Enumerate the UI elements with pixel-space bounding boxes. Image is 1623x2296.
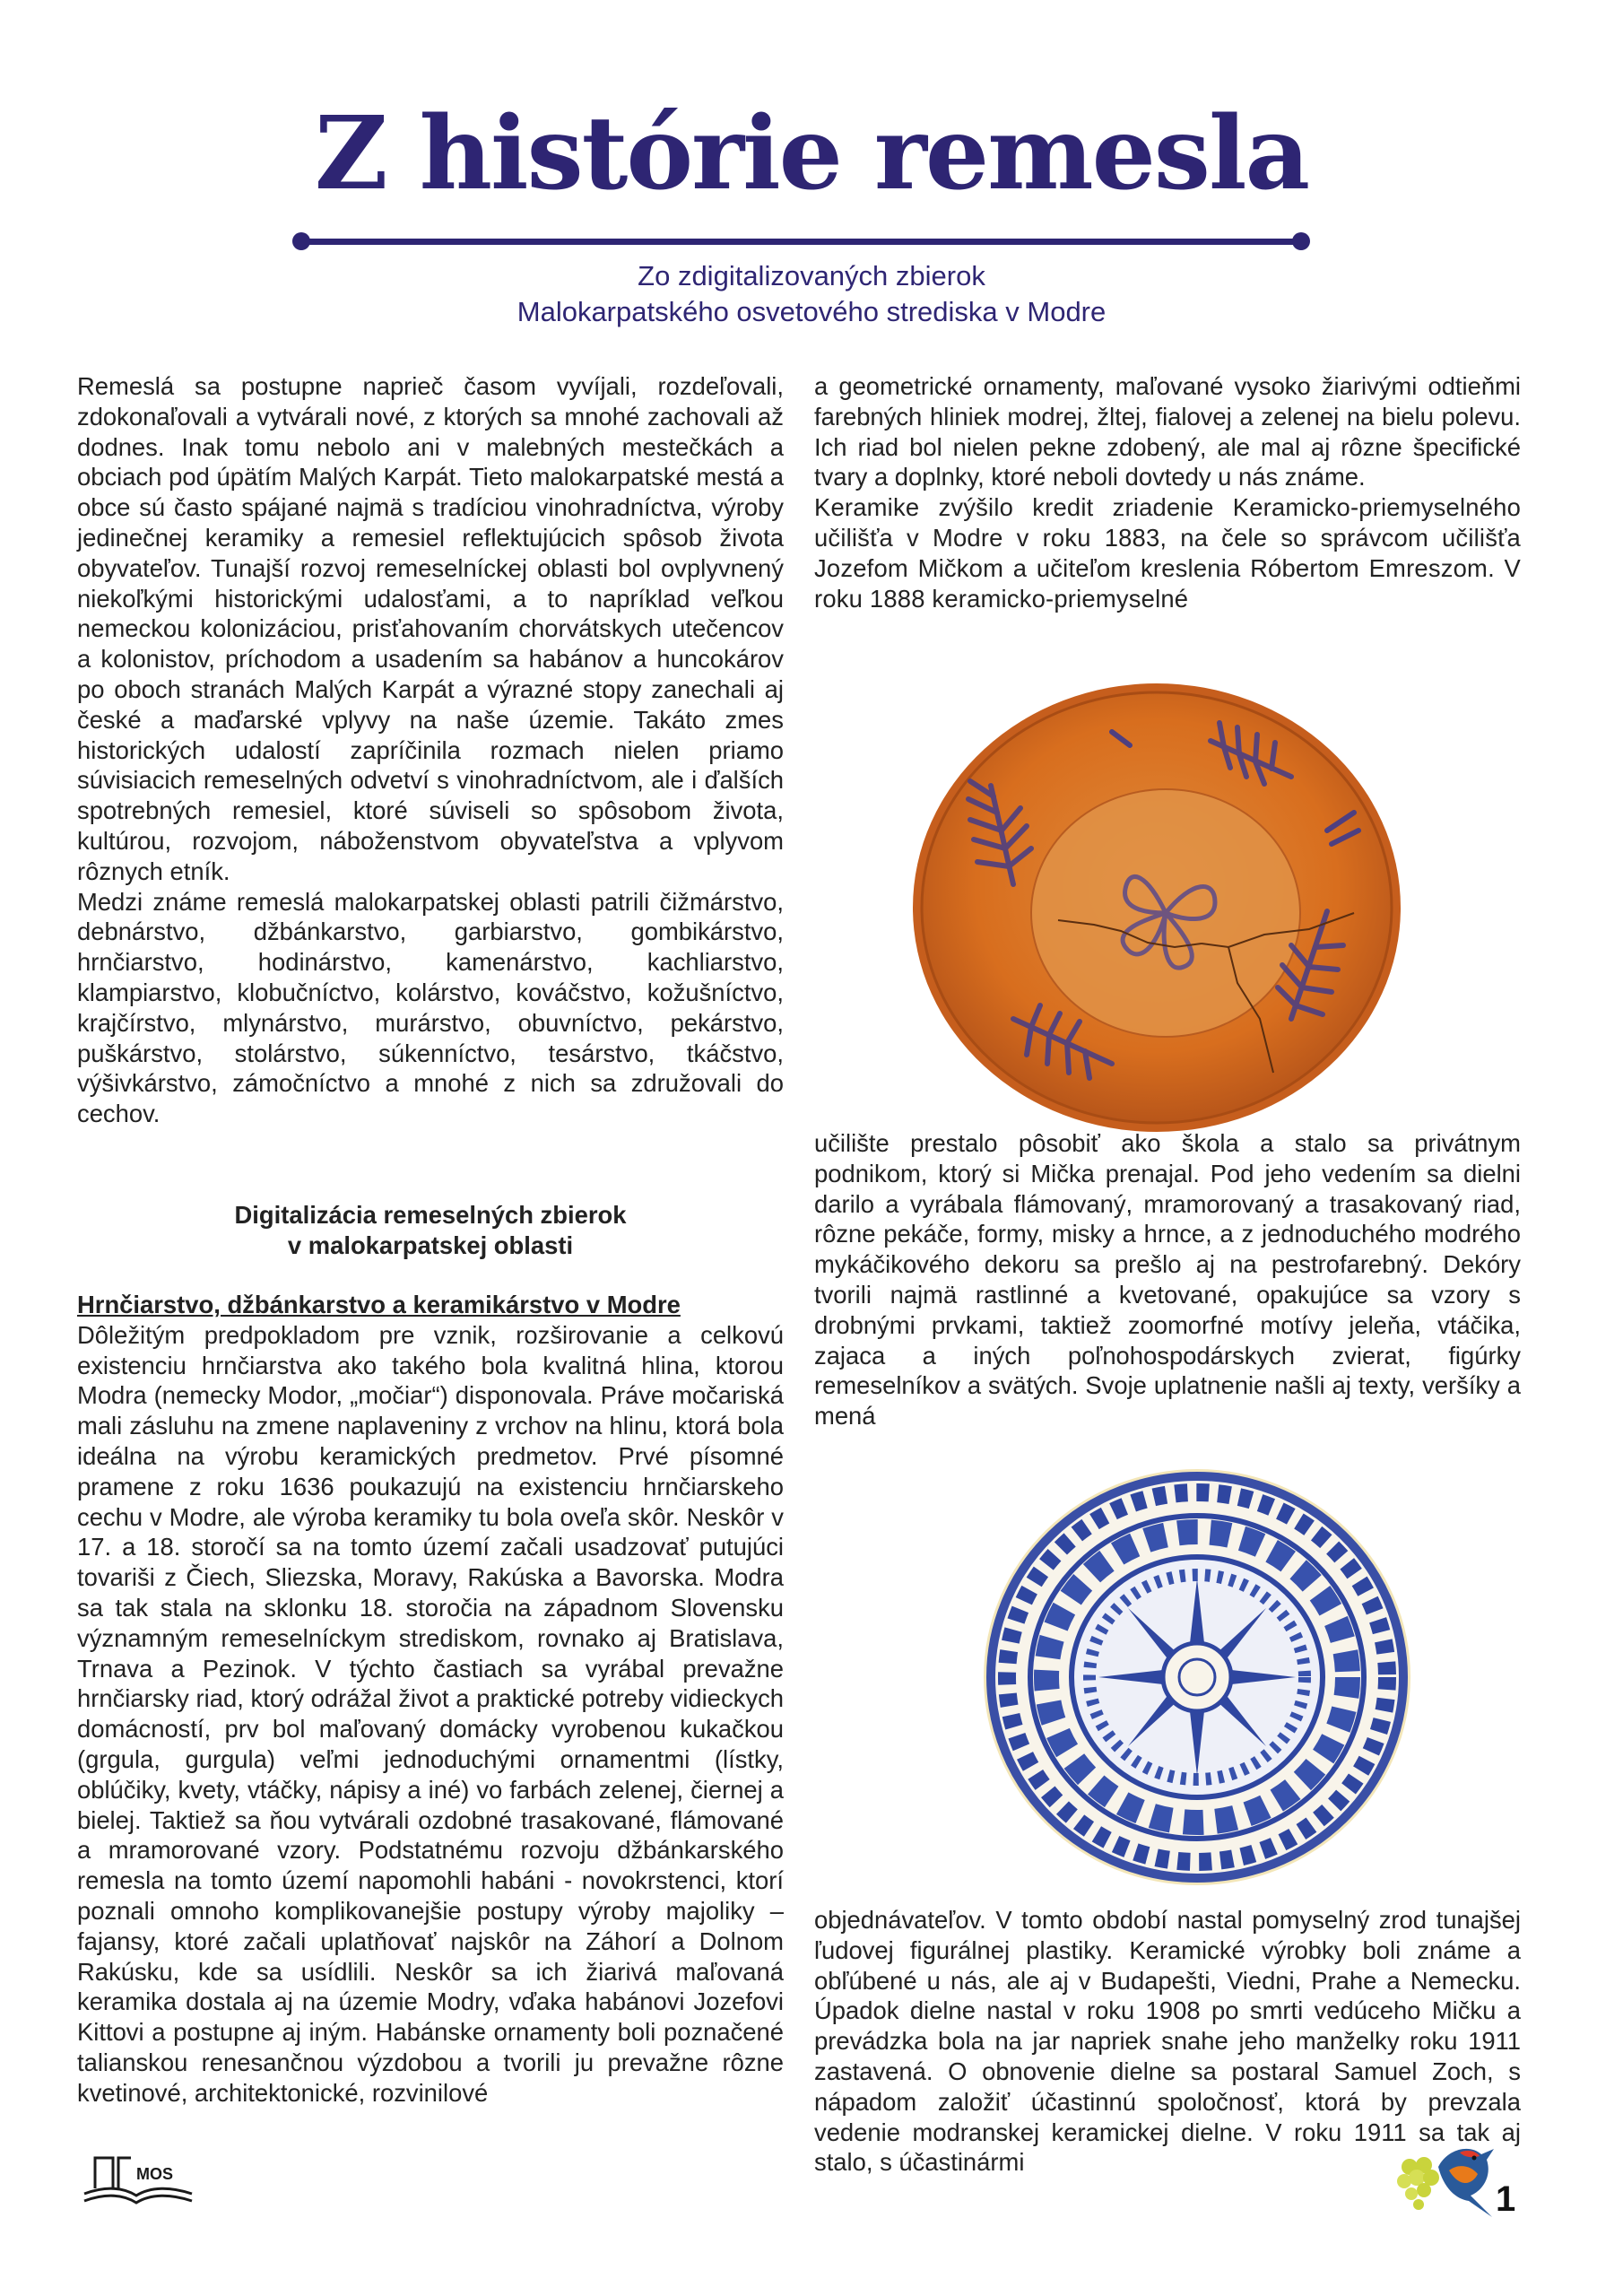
crafts-paragraph: Medzi známe remeslá malokarpatskej oblasti patrili čižmárstvo, debnárstvo, džbánkarstvo, garbiarstvo, gombikárstvo, hrnčiarstvo, hodinárstvo, kamenárstvo, kachliarstvo, klampiarstvo, klobučníctvo, kolárstvo, kováčstvo, kožušníctvo, krajčírstvo, mlynárstvo, murárstvo, obuvníctvo, pekárstvo, puškárstvo, stolárstvo, súkenníctvo, tesárstvo, tkáčstvo, výšivkárstvo, zámočníctvo a mnohé z nich sa združovali do cechov. <box>77 887 784 1128</box>
orange-ceramic-plate-image <box>906 678 1408 1134</box>
history-paragraph: Dôležitým predpokladom pre vznik, rozširovanie a celkovú existenciu hrnčiarstva ako takého bola kvalitná hlina, ktorou Modra (nemecky Modor, „močiar“) disponovala. Práve močariská mali zásluhu na zmene naplaveniny z vrchov na hlinu, ktorá bola ideálna na výrobu keramických predmetov. Prvé písomné pramene z roku 1636 poukazujú na existenciu hrnčiarskeho cechu v Modre, ale výroba keramiky tu bola oveľa skôr. Neskôr v 17. a 18. storočí sa na tomto území začali usadzovať putujúci tovariši z Čiech, Sliezska, Moravy, Rakúska a Bavorska. Modra sa tak stala na sklonku 18. storočia na západnom Slovensku významným remeselníckym strediskom, rovnako aj Bratislava, Trnava a Pezinok. V týchto častiach sa vyrábal prevažne hrnčiarsky riad, ktorý odrážal život a praktické potreby vidieckych domácností, prv bol maľovaný domácky vyrobenou kukačkou (grgula, gurgula) veľmi jednoduchými ornamentmi (lístky, oblúčiky, kvety, vtáčky, nápisy a iné) vo farbách zelenej, čiernej a bielej. Taktiež sa ňou vytvárali ozdobné trasakované, flámované a mramorované vzory. Podstatnému rozvoju džbánkarského remesla na tomto území napomohli habáni - novokrstenci, ktorí poznali omnoho komplikovanejšie postupy výroby majoliky – fajansy, ktoré začali uplatňovať najskôr na Záhorí a Dolnom Rakúsku, kde sa usídlili. Neskôr sa ich žiarivá maľovaná keramika dostala aj na územie Modry, vďaka habánovi Jozefovi Kittovi a postupne aj iným. Habánske ornamenty boli poznačené talianskou renesančnou výzdobou a tvorili ju prevažne rôzne kvetinové, architektonické, rozvinilové <box>77 1320 784 2107</box>
page-number: 1 <box>1496 2179 1516 2219</box>
mos-logo-text: MOS <box>136 2165 174 2183</box>
intro-paragraph: Remeslá sa postupne naprieč časom vyvíjali, rozdeľovali, zdokonaľovali a vytvárali nové, z ktorých sa mnohé zachovali až dodnes. Inak tomu nebolo ani v malebných mestečkách a obciach pod úpätím Malých Karpát. Tieto malokarpatské mestá a obce sú často spájané najmä s tradíciou vinohradníctva, výroby jedinečnej keramiky a remesiel reflektujúcich spôsob života obyvateľov. Tunajší rozvoj remeselníckej oblasti bol ovplyvnený niekoľkými historickými udalosťami, a to napríklad veľkou nemeckou kolonizáciou, prisťahovaním chorvátskych utečencov a kolonistov, príchodom a usadením sa habánov a huncokárov po oboch stranách Malých Karpát a výrazné stopy zanechali aj české a maďarské vplyvy na naše územie. Takáto zmes historických udalostí zapríčinila rozmach nielen priamo súvisiacich remeselných odvetví s vinohradníctvom, ale i ďalších spotrebných remesiel, ktoré súviseli so spôsobom života, kultúrou, rozvojom, náboženstvom obyvateľstva a vplyvom rôznych etník. <box>77 372 784 885</box>
mos-logo <box>77 2151 203 2213</box>
underline-right-dot <box>1292 232 1310 250</box>
section-heading-line-1: Digitalizácia remeselných zbierok <box>234 1201 627 1229</box>
blue-ceramic-plate-image <box>977 1462 1417 1892</box>
habans-paragraph: a geometrické ornamenty, maľované vysoko žiarivými odtieňmi farebných hliniek modrej, žltej, fialovej a zelenej na bielu polevu. Ich riad bol nielen pekne zdobený, ale mal aj rôzne špecifické tvary a doplnky, ktoré neboli dovtedy u nás známe. <box>814 372 1521 491</box>
page-subtitle <box>0 258 1623 329</box>
right-column-top <box>814 371 1521 613</box>
underline-left-dot <box>292 232 310 250</box>
left-column-bottom <box>77 1290 784 2109</box>
ceramics-subheading: Hrnčiarstvo, džbánkarstvo a keramikárstvo v Modre <box>77 1291 681 1318</box>
left-column-top <box>77 371 784 1129</box>
section-heading <box>77 1200 784 1261</box>
section-heading-line-2: v malokarpatskej oblasti <box>287 1231 574 1259</box>
title-underline <box>301 239 1301 245</box>
page-title: Z histórie remesla <box>314 95 1309 213</box>
workshop-paragraph: učilište prestalo pôsobiť ako škola a stalo sa privátnym podnikom, ktorý si Mička prenajal. Pod jeho vedením sa dielni darilo a vyrábala flámovaný, mramorovaný a trasakovaný riad, rôzne pekáče, formy, misky a hrnce, a z jednoduchého modrého mykáčikového dekoru sa prešlo aj na pestrofarebný. Dekóry tvorili najmä rastlinné a kvetované, opakujúce sa vzory s drobnými prvkami, taktiež zoomorfné motívy jeleňa, vtáčika, zajaca a iných poľnohospodárskych zvierat, figúrky remeselníkov a svätých. Svoje uplatnenie našli aj texty, veršíky a mená <box>814 1129 1521 1431</box>
subtitle-line-2: Malokarpatského osvetového strediska v Modre <box>516 295 1107 327</box>
subtitle-line-1: Zo zdigitalizovaných zbierok <box>638 260 985 291</box>
decline-paragraph: objednávateľov. V tomto období nastal pomyselný zrod tunajšej ľudovej figurálnej plastiky. Keramické výrobky boli známe a obľúbené u nás, ale aj v Budapešti, Viedni, Prahe a Nemecku. Úpadok dielne nastal v roku 1908 po smrti vedúceho Mičku a prevádzka bola na jar napriek snahe jeho manželky roku 1911 zastavená. O obnovenie dielne sa postaral Samuel Zoch, s nápadom založiť účastinnú spoločnosť, ktorá by prevzala vedenie modranskej keramickej dielne. V roku 1911 sa tak aj stalo, s účastinármi <box>814 1906 1521 2177</box>
right-column-middle <box>814 1128 1521 1431</box>
school-paragraph: Keramike zvýšilo kredit zriadenie Keramicko-priemyselného učilišťa v Modre v roku 1883, na čele so správcom učilišťa Jozefom Mičkom a učiteľom kreslenia Róbertom Emreszom. V roku 1888 keramicko-priemyselné <box>814 493 1521 613</box>
